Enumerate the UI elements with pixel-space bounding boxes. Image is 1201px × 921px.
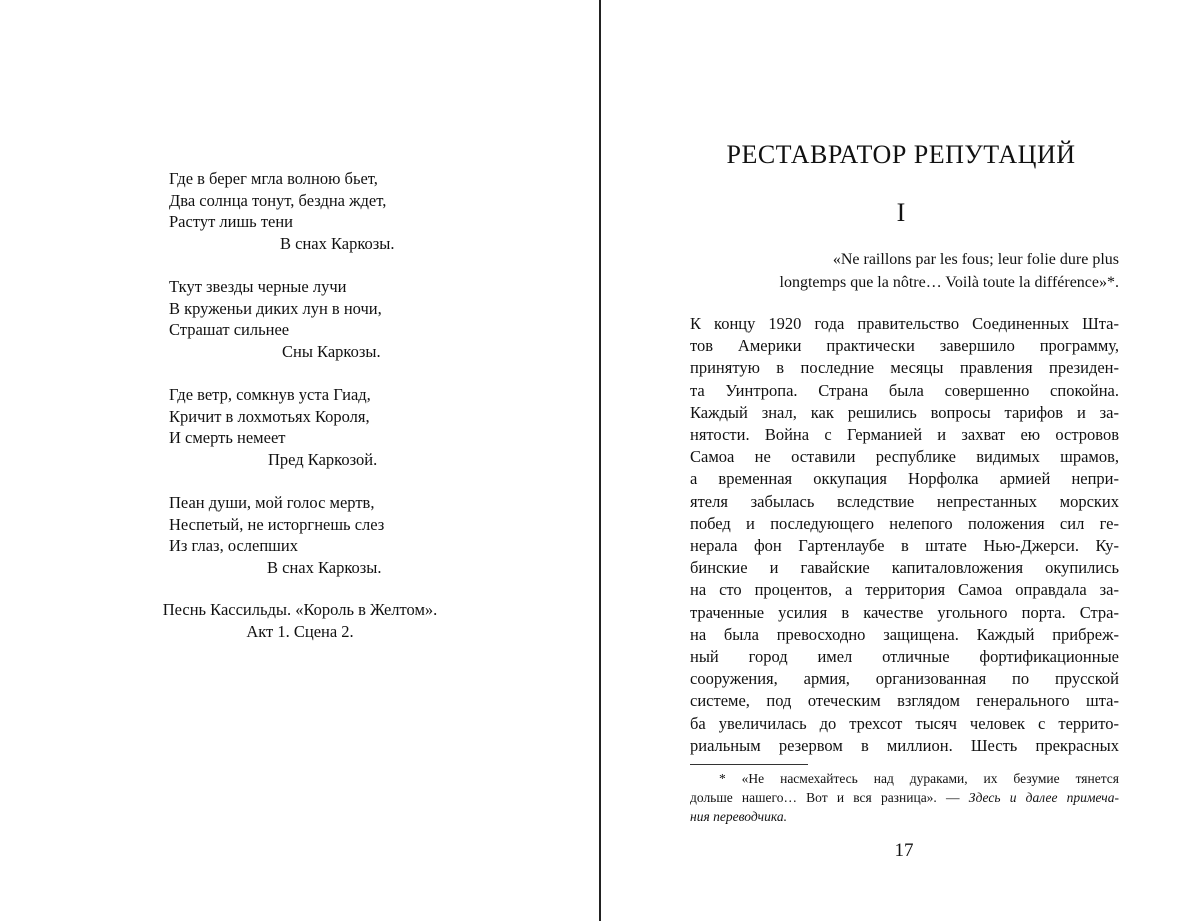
body-line: а временная оккупация Норфолка армией непри-	[690, 469, 1119, 489]
poem-line: Пеан души, мой голос мертв,	[169, 493, 375, 512]
body-line: принятую в последние месяцы правления президен-	[690, 358, 1119, 378]
body-text	[690, 313, 1119, 757]
body-line: К концу 1920 года правительство Соединенных Шта-	[690, 314, 1119, 333]
poem-stanza-2	[169, 276, 499, 363]
body-line: Самоа не оставили республике видимых шрамов,	[690, 447, 1119, 467]
body-line: бинские и гавайские капиталовложения окупились	[690, 558, 1119, 578]
footnote-text: дольше нашего… Вот и вся разница». —	[690, 790, 969, 805]
chapter-number: I	[896, 198, 906, 227]
poem-caption	[120, 599, 480, 642]
poem-line: Ткут звезды черные лучи	[169, 277, 347, 296]
body-line: побед и последующего нелепого положения сил ге-	[690, 513, 1119, 533]
poem-refrain: В снах Каркозы.	[267, 558, 382, 578]
epigraph-line: longtemps que la nôtre… Voilà toute la différence»*.	[779, 274, 1119, 291]
footnote-line: * «Не насмехайтесь над дураками, их безумие тянется	[719, 771, 1119, 786]
right-page	[601, 0, 1201, 921]
poem-line: И смерть немеет	[169, 428, 286, 448]
body-line: Каждый знал, как решились вопросы тарифов и за-	[690, 402, 1119, 422]
caption-line: Песнь Кассильды. «Король в Желтом».	[162, 600, 438, 619]
poem-line: Где в берег мгла волною бьет,	[169, 169, 378, 188]
epigraph	[751, 248, 1119, 294]
page-number: 17	[894, 840, 914, 861]
footnote-rule	[690, 764, 808, 765]
poem-line: В круженьи диких лун в ночи,	[169, 298, 382, 318]
poem-line: Неспетый, не исторгнешь слез	[169, 514, 385, 534]
body-line: системе, под отеческим взглядом генерального шта-	[690, 691, 1119, 711]
body-line: нерала фон Гартенлаубе в штате Нью-Джерси. Ку-	[690, 536, 1119, 556]
body-line: траченные усилия в качестве угольного порта. Стра-	[690, 602, 1119, 622]
poem-line: Два солнца тонут, бездна ждет,	[169, 190, 387, 210]
poem-line: Страшат сильнее	[169, 320, 290, 340]
poem-line: Где ветр, сомкнув уста Гиад,	[169, 385, 371, 404]
poem-refrain: Сны Каркозы.	[282, 342, 381, 362]
body-line: ятеля забылась вследствие непрестанных морских	[690, 491, 1119, 511]
chapter-title: РЕСТАВРАТОР РЕПУТАЦИЙ	[726, 140, 1076, 169]
body-line: та Уинтропа. Страна была совершенно спокойна.	[690, 380, 1119, 400]
poem-line: Растут лишь тени	[169, 212, 294, 232]
caption-line: Акт 1. Сцена 2.	[246, 621, 354, 641]
poem-stanza-1	[169, 168, 499, 255]
body-line: риальным резервом в миллион. Шесть прекрасных	[690, 735, 1119, 755]
poem-refrain: В снах Каркозы.	[280, 234, 395, 254]
left-page	[0, 0, 599, 921]
body-line: нятости. Война с Германией и захват ею островов	[690, 425, 1119, 445]
epigraph-line: «Ne raillons par les fous; leur folie dure plus	[832, 251, 1119, 268]
poem-refrain: Пред Каркозой.	[268, 450, 378, 470]
body-line: на сто процентов, а территория Самоа оправдала за-	[690, 580, 1119, 600]
footnote-line	[690, 788, 1119, 807]
body-line: сооружения, армия, организованная по прусской	[690, 669, 1119, 689]
body-line: тов Америки практически завершило программу,	[690, 336, 1119, 356]
poem-line: Кричит в лохмотьях Короля,	[169, 406, 370, 426]
body-line: ба увеличилась до трехсот тысяч человек с террито-	[690, 713, 1119, 733]
poem-stanza-4	[169, 492, 499, 579]
footnote-note: ния переводчика.	[690, 809, 787, 824]
poem-line: Из глаз, ослепших	[169, 536, 298, 556]
body-line: ный город имел отличные фортификационные	[690, 647, 1119, 667]
poem-stanza-3	[169, 384, 499, 471]
footnote-note: Здесь и далее примеча-	[968, 790, 1119, 805]
footnote-line	[690, 807, 1119, 826]
footnote	[690, 769, 1119, 826]
body-line: на была превосходно защищена. Каждый прибреж-	[690, 624, 1119, 644]
